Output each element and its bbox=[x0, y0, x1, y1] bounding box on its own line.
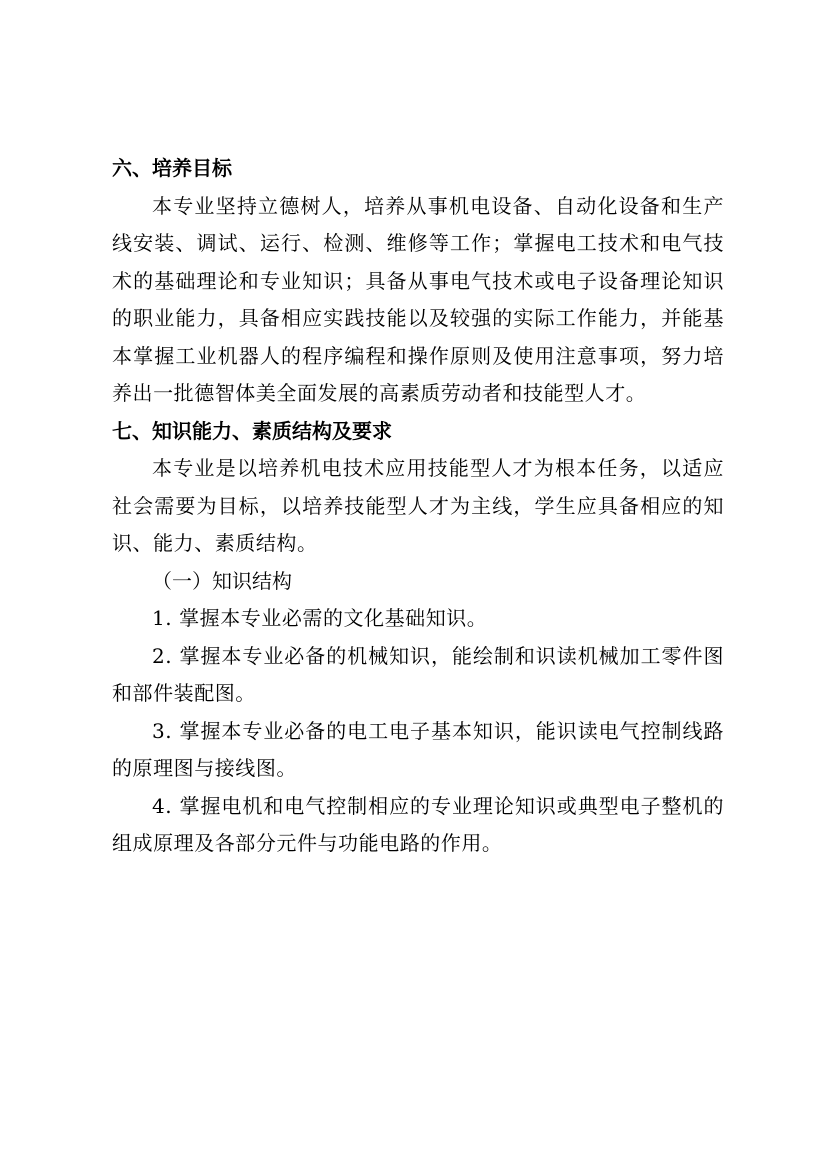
subsection-knowledge-heading: （一）知识结构 bbox=[152, 568, 292, 593]
list-item: 3. 掌握本专业必备的电工电子基本知识，能识读电气控制线路的原理图与接线图。 bbox=[112, 718, 724, 780]
section-7-paragraph: 本专业是以培养机电技术应用技能型人才为根本任务，以适应社会需要为目标，以培养技能型人才为主线，学生应具备相应的知识、能力、素质结构。 bbox=[112, 456, 724, 555]
list-item: 4. 掌握电机和电气控制相应的专业理论知识或典型电子整机的组成原理及各部分元件与功能电路的作用。 bbox=[112, 793, 724, 855]
section-6-paragraph: 本专业坚持立德树人，培养从事机电设备、自动化设备和生产线安装、调试、运行、检测、维修等工作；掌握电工技术和电气技术的基础理论和专业知识；具备从事电气技术或电子设备理论知识的职业能力，具备相应实践技能以及较强的实际工作能力，并能基本掌握工业机器人的程序编程和操作原则及使用注意事项，努力培养出一批德智体美全面发展的高素质劳动者和技能型人才。 bbox=[112, 193, 724, 405]
section-7-heading: 七、知识能力、素质结构及要求 bbox=[112, 418, 392, 443]
document-page bbox=[112, 150, 724, 863]
section-6-heading: 六、培养目标 bbox=[112, 156, 232, 180]
list-item: 1. 掌握本专业必需的文化基础知识。 bbox=[152, 606, 488, 630]
list-item: 2. 掌握本专业必备的机械知识，能绘制和识读机械加工零件图和部件装配图。 bbox=[112, 643, 724, 705]
